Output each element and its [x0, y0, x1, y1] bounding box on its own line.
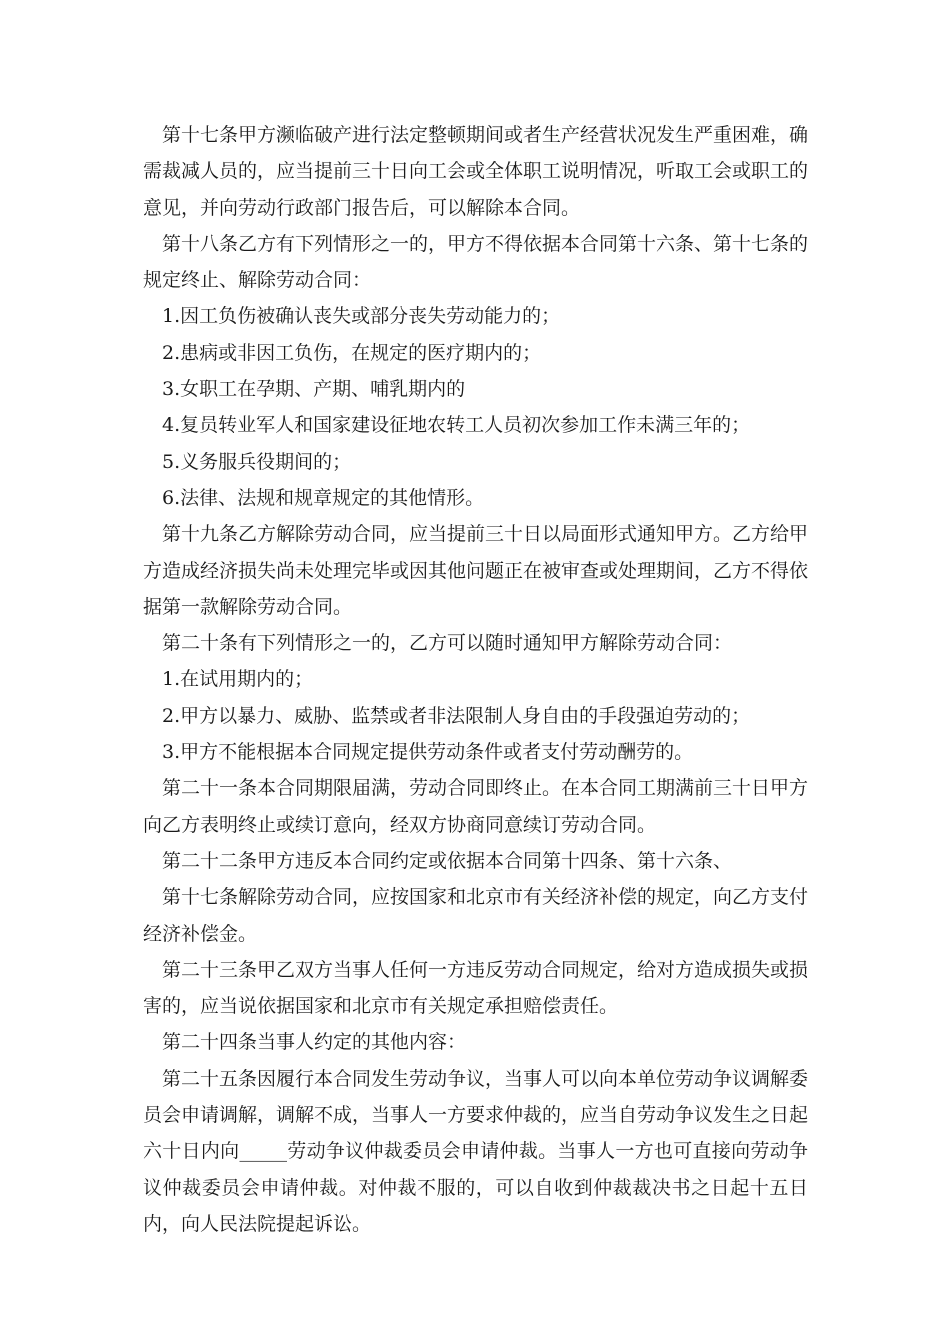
article-18-item-4: 4.复员转业军人和国家建设征地农转工人员初次参加工作未满三年的； — [162, 414, 751, 437]
article-18-item-2: 2.患病或非因工负伤，在规定的医疗期内的； — [162, 341, 542, 364]
article-22-continued: 第十七条解除劳动合同，应按国家和北京市有关经济补偿的规定，向乙方支付经济补偿金。 — [143, 886, 809, 945]
article-25: 第二十五条因履行本合同发生劳动争议，当事人可以向本单位劳动争议调解委员会申请调解，调解不成，当事人一方要求仲裁的，应当自劳动争议发生之日起六十日内向_____劳动争议仲裁委员会申请仲裁。当事人一方也可直接向劳动争议仲裁委员会申请仲裁。对仲裁不服的，可以自收到仲裁裁决书之日起十五日内，向人民法院提起诉讼。 — [143, 1067, 809, 1235]
article-18-item-3: 3.女职工在孕期、产期、哺乳期内的 — [162, 378, 466, 401]
article-20-item-1: 1.在试用期内的； — [162, 668, 314, 691]
article-20-item-3: 3.甲方不能根据本合同规定提供劳动条件或者支付劳动酬劳的。 — [162, 741, 694, 764]
article-17: 第十七条甲方濒临破产进行法定整顿期间或者生产经营状况发生严重困难，确需裁减人员的，应当提前三十日向工会或全体职工说明情况，听取工会或职工的意见，并向劳动行政部门报告后，可以解除本合同。 — [143, 124, 809, 219]
article-21: 第二十一条本合同期限届满，劳动合同即终止。在本合同工期满前三十日甲方向乙方表明终止或续订意向，经双方协商同意续订劳动合同。 — [143, 777, 809, 836]
article-18-item-6: 6.法律、法规和规章规定的其他情形。 — [162, 486, 485, 509]
article-24: 第二十四条当事人约定的其他内容： — [162, 1031, 467, 1054]
article-20: 第二十条有下列情形之一的，乙方可以随时通知甲方解除劳动合同： — [162, 632, 733, 655]
article-20-item-2: 2.甲方以暴力、威胁、监禁或者非法限制人身自由的手段强迫劳动的； — [162, 704, 751, 727]
article-18: 第十八条乙方有下列情形之一的，甲方不得依据本合同第十六条、第十七条的规定终止、解除劳动合同： — [143, 232, 809, 292]
article-18-item-5: 5.义务服兵役期间的； — [162, 450, 352, 473]
article-23: 第二十三条甲乙双方当事人任何一方违反劳动合同规定，给对方造成损失或损害的，应当说依据国家和北京市有关规定承担赔偿责任。 — [143, 958, 809, 1018]
contract-body — [143, 117, 808, 1242]
article-18-item-1: 1.因工负伤被确认丧失或部分丧失劳动能力的； — [162, 305, 561, 328]
article-22: 第二十二条甲方违反本合同约定或依据本合同第十四条、第十六条、 — [162, 849, 733, 872]
article-19: 第十九条乙方解除劳动合同，应当提前三十日以局面形式通知甲方。乙方给甲方造成经济损失尚未处理完毕或因其他问题正在被审查或处理期间，乙方不得依据第一款解除劳动合同。 — [143, 523, 809, 618]
